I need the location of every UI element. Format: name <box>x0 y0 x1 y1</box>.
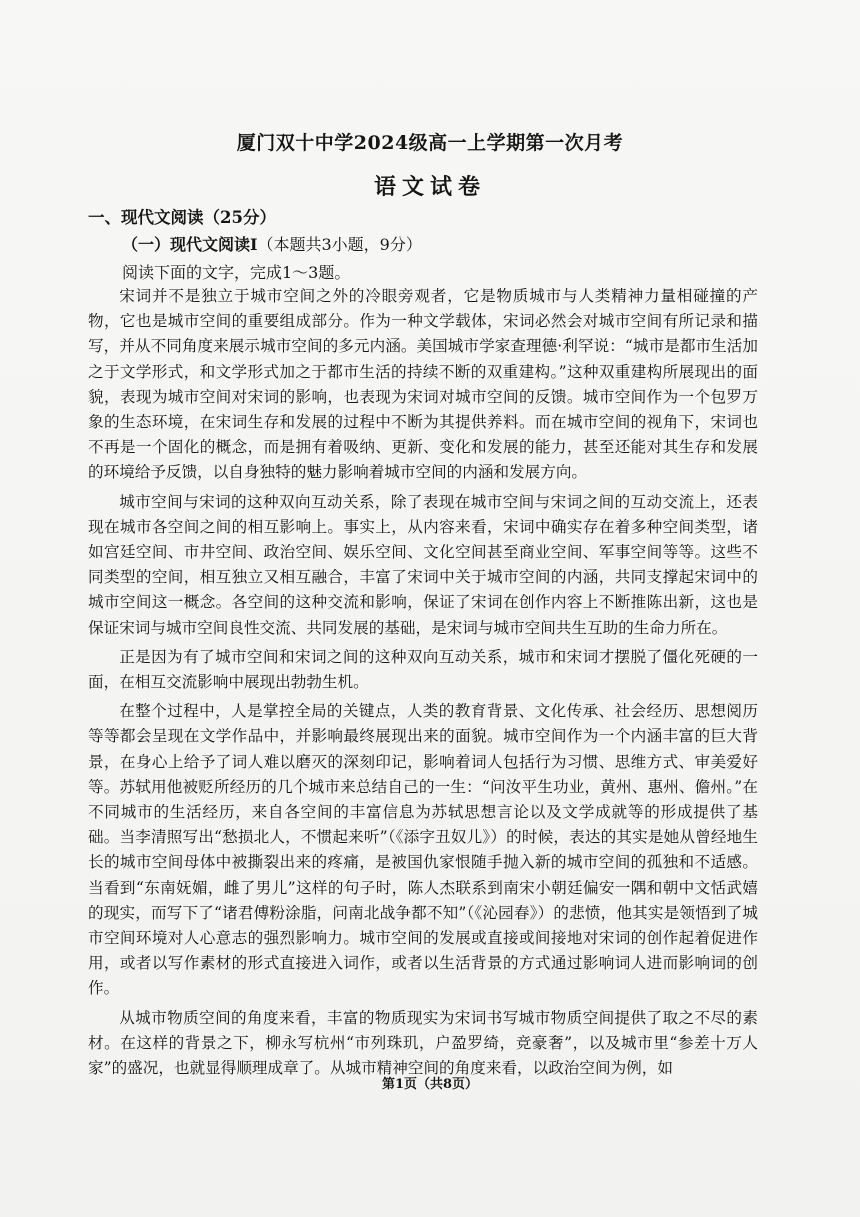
subsection-label: （一）现代文阅读Ⅰ <box>122 235 258 254</box>
subsection-heading <box>122 232 422 255</box>
passage-paragraph: 从城市物质空间的角度来看，丰富的物质现实为宋词书写城市物质空间提供了取之不尽的素材。在这样的背景之下，柳永写杭州“市列珠玑，户盈罗绮，竞豪奢”，以及城市里“参差十万人家”的盛况，也就显得顺理成章了。从城市精神空间的角度来看，以政治空间为例，如 <box>88 1008 758 1078</box>
reading-passage <box>88 284 758 1085</box>
subsection-note: （本题共3小题，9分） <box>257 235 422 254</box>
passage-paragraph: 在整个过程中，人是掌控全局的关键点，人类的教育背景、文化传承、社会经历、思想阅历等等都会呈现在文学作品中，并影响最终展现出来的面貌。城市空间作为一个内涵丰富的巨大背景，在身心上给予了词人难以磨灭的深刻印记，影响着词人包括行为习惯、思维方式、审美爱好等。苏轼用他被贬所经历的几个城市来总结自己的一生：“问汝平生功业，黄州、惠州、儋州。”在不同城市的生活经历，来自各空间的丰富信息为苏轼思想言论以及文学成就等的形成提供了基础。当李清照写出“愁损北人，不惯起来听”（《添字丑奴儿》）的时候，表达的其实是她从曾经地生长的城市空间母体中被撕裂出来的疼痛，是被国仇家恨随手抛入新的城市空间的孤独和不适感。当看到“东南妩媚，雌了男儿”这样的句子时，陈人杰联系到南宋小朝廷偏安一隅和朝中文恬武嬉的现实，而写下了“诸君傅粉涂脂，问南北战争都不知”（《沁园春》）的悲愤，他其实是领悟到了城市空间环境对人心意志的强烈影响力。城市空间的发展或直接或间接地对宋词的创作起着促进作用，或者以写作素材的形式直接进入词作，或者以生活背景的方式通过影响词人进而影响词的创作。 <box>88 702 758 998</box>
exam-title: 厦门双十中学2024级高一上学期第一次月考 <box>236 132 624 154</box>
section-heading: 一、现代文阅读（25分） <box>88 208 276 227</box>
passage-paragraph: 正是因为有了城市空间和宋词之间的这种双向互动关系，城市和宋词才摆脱了僵化死硬的一面，在相互交流影响中展现出勃勃生机。 <box>88 647 758 692</box>
reading-instruction: 阅读下面的文字，完成1～3题。 <box>122 263 351 282</box>
passage-paragraph: 城市空间与宋词的这种双向互动关系，除了表现在城市空间与宋词之间的互动交流上，还表现在城市各空间之间的相互影响上。事实上，从内容来看，宋词中确实存在着多种空间类型，诸如宫廷空间、市井空间、政治空间、娱乐空间、文化空间甚至商业空间、军事空间等等。这些不同类型的空间，相互独立又相互融合，丰富了宋词中关于城市空间的内涵，共同支撑起宋词中的城市空间这一概念。各空间的这种交流和影响，保证了宋词在创作内容上不断推陈出新，这也是保证宋词与城市空间良性交流、共同发展的基础，是宋词与城市空间共生互助的生命力所在。 <box>88 492 758 637</box>
passage-paragraph: 宋词并不是独立于城市空间之外的冷眼旁观者，它是物质城市与人类精神力量相碰撞的产物，它也是城市空间的重要组成部分。作为一种文学载体，宋词必然会对城市空间有所记录和描写，并从不同角度来展示城市空间的多元内涵。美国城市学家查理德·利罕说：“城市是都市生活加之于文学形式，和文学形式加之于都市生活的持续不断的双重建构。”这种双重建构所展现出的面貌，表现为城市空间对宋词的影响，也表现为宋词对城市空间的反馈。城市空间作为一个包罗万象的生态环境，在宋词生存和发展的过程中不断为其提供养料。而在城市空间的视角下，宋词也不再是一个固化的概念，而是拥有着吸纳、更新、变化和发展的能力，甚至还能对其生存和发展的环境给予反馈，以自身独特的魅力影响着城市空间的内涵和发展方向。 <box>88 287 758 482</box>
page-number: 第1页（共8页） <box>381 1077 479 1092</box>
exam-subtitle: 语文试卷 <box>373 174 486 200</box>
